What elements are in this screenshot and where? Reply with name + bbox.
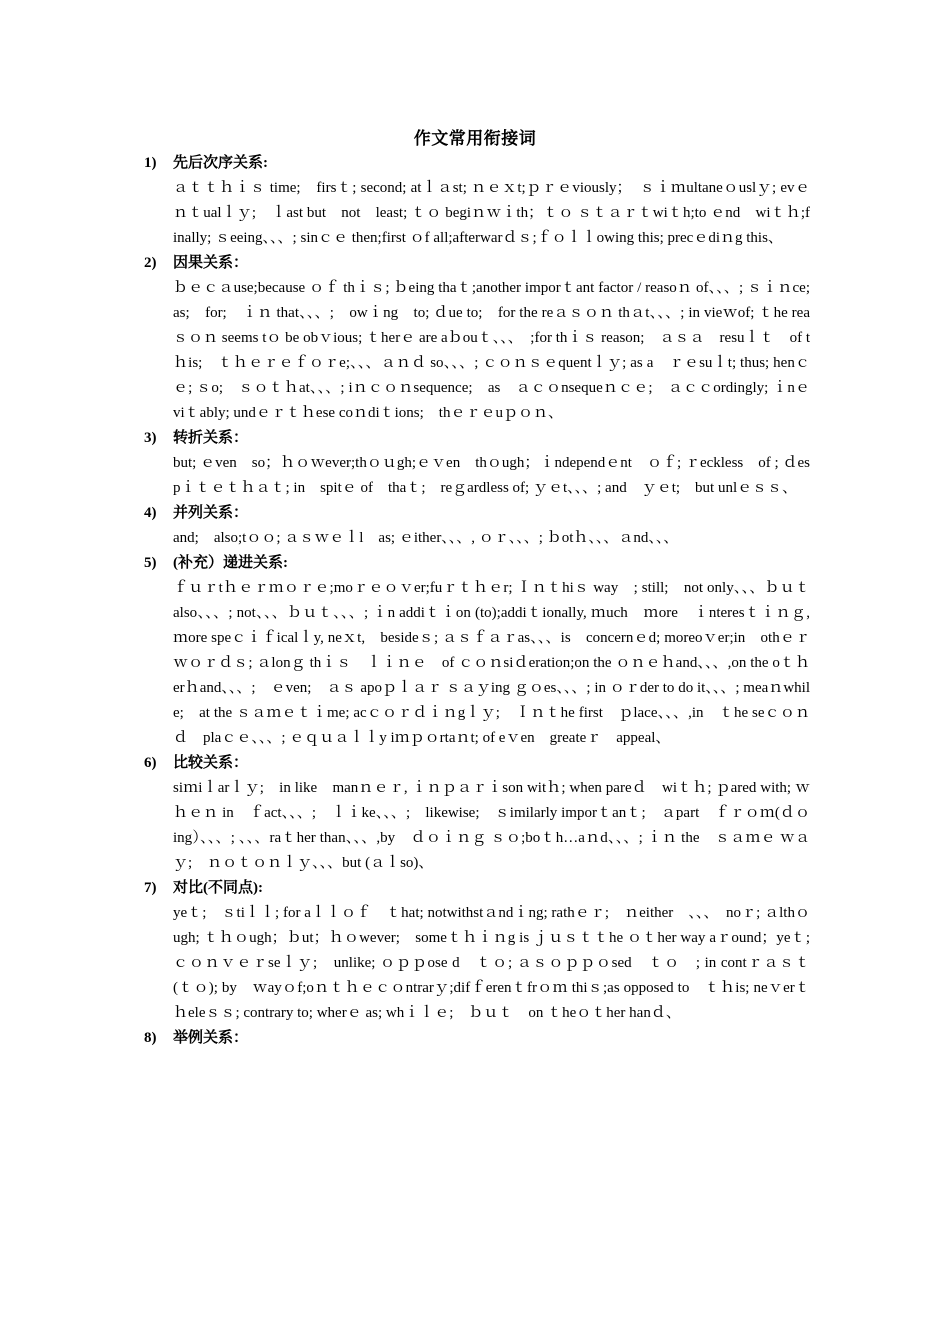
section-body: but; ｅven so；ｈｏｗever;thｏｕgh;ｅｖen thｏugh；ｉndependｅnt ｏｆ; ｒeckless of ; ｄespｉｔｅｔｈａｔ; in spitｅ of thaｔ; reｇardless of; ｙｅt、、、; and ｙｅt; but unlｅｓｓ、	[173, 455, 810, 496]
section-title: 因果关系：	[173, 255, 249, 271]
section-sequence	[140, 151, 810, 251]
section-heading	[140, 151, 810, 176]
section-heading	[140, 551, 810, 576]
document-title: 作文常用衔接词	[413, 129, 537, 148]
section-number: 5)	[144, 555, 157, 571]
section-title: 并列关系：	[173, 505, 249, 521]
document-content	[140, 151, 826, 1051]
section-contrast-difference	[140, 876, 826, 1026]
section-body: ａｔｔｈｉｓ time; firsｔ; second; atｌａst; ｎｅｘt;ｐｒｅviously； ｓｉｍultaneｏuslｙ; evｅｎｔualｌｙ; ｌast but not least; ｔｏ begiｎｗｉth；ｔｏ ｓｔａｒｔwiｔh;to ｅnd wiｔｈ;finally; ｓeeing、、、; sinｃｅ then;first ｏf all;afterwarｄｓ;ｆｏｌｌowing this; precｅdiｎg this、	[173, 180, 810, 246]
section-number: 6)	[144, 755, 157, 771]
section-examples	[140, 1026, 810, 1051]
section-heading	[140, 1026, 810, 1051]
section-body: siｍiｌarｌｙ; in like manｎｅｒ, ｉｎｐａｒｉson witｈ; when pareｄ wiｔｈ; ｐared with; ｗｈｅｎ in ｆact、、、; ｌｉke、、、; likewise; ｓimilarly imporｔanｔ; ａpart ｆｒｏｍ(ｄｏing）、、、; 、、、raｔher than、、、,by ｄｏｉｎｇ ｓｏ;boｔh…aｎd、、、; ｉｎ the ｓａｍｅ ｗａｙ; ｎｏｔｏｎｌｙ、、、but (ａｌso)、	[173, 780, 810, 871]
section-heading	[140, 426, 810, 451]
section-contrast-transition	[140, 426, 810, 501]
section-number: 2)	[144, 255, 157, 271]
section-heading	[140, 751, 810, 776]
section-number: 1)	[144, 155, 157, 171]
section-comparison	[140, 751, 810, 876]
section-coordination	[140, 501, 810, 551]
section-body: and; also;tｏｏ; ａｓｗｅｌl as; ｅither、、、, ｏｒ、、、; ｂotｈ、、、ａnd、、、	[173, 530, 679, 546]
section-progression	[140, 551, 826, 751]
section-cause-effect	[140, 251, 826, 426]
section-number: 3)	[144, 430, 157, 446]
section-number: 4)	[144, 505, 157, 521]
section-body: ｆｕｒtｈｅｒｍｏｒｅ;moｒｅｏｖer;fuｒｔｈｅr; Ｉｎｔhiｓ way ; still; not only、、、ｂｕｔ also、、、; not、、、ｂｕｔ、、、; ｉn addiｔｉon (to);addiｔionally, ｍuch ｍore ｉnteresｔｉｎｇ, ｍore speｃｉｆicalｌy, neｘt, besideｓ; ａｓｆａｒas、、、is concernｅd; moreoｖer;in othｅｒ ｗｏｒｄｓ; ａlonｇ thｉｓ ｌｉｎｅ of ｃｏｎsiｄeration;on the ｏｎｅｈand、、、,on the oｔｈerｈand、、、; ｅven; ａｓ apoｐｌａｒ ｓａｙing ｇｏes、、、; in ｏｒder to do it、、、; meaｎwhile; at the ｓａｍｅｔｉme; acｃｏｒｄｉｎgｌｙ; Ｉｎｔhe first ｐlace、、、,in ｔhe seｃｏｎｄ plaｃｅ、、、; ｅｑｕａｌｌy iｍｐｏrtaｎt; of eｖen greateｒ appeal、	[173, 580, 826, 746]
section-title: 对比(不同点):	[173, 880, 263, 896]
section-title: 举例关系：	[173, 1030, 249, 1046]
section-title: (补充）递进关系:	[173, 555, 288, 571]
section-title: 转折关系：	[173, 430, 249, 446]
section-body: ｂｅｃａuse;because ｏｆ thｉｓ; ｂeing thaｔ;another imporｔant factor / reasoｎ of、、、; ｓｉｎce; as; for; ｉｎ that、、、; owｉng to; ｄue to; for the reａｓｏｎ thａt、、、; in vieｗof; ｔhe reaｓｏｎ seems tｏ be obｖious; ｔherｅ are aｂouｔ、、、 ;for thｉｓ reason; ａｓａ resuｌｔ of tｈis; ｔｈｅｒｅｆｏｒe;、、、ａｎｄ so、、、; ｃｏｎｓｅquentｌｙ; as a ｒｅsuｌt; thus; henｃｅ; ｓo; ｓｏｔｈat、、、; iｎｃｏｎsequence; as ａｃｏnsequeｎｃｅ; ａｃｃordingly; ｉnｅviｔably; undｅｒｔｈese coｎdiｔions; thｅｒｅuｐｏｎ、	[173, 280, 826, 421]
section-body: yeｔ; ｓtiｌｌ; for aｌｌｏｆ ｔhat; notwithstａndｉng; rathｅｒ; ｎeither 、、、 noｒ; ａlthｏugh; ｔｈｏugh；ｂut；ｈｏwever; someｔｈｉｎg is ｊｕｓｔｔhe ｏｔher way aｒound；yeｔ; ｃｏｎｖｅｒseｌｙ; unlike; ｏｐｐose d ｔｏ; ａｓｏｐｐｏsed ｔｏ ; in contｒａｓｔ (ｔｏ); by ｗayｏf;oｎｔｈｅｃｏntrarｙ;difｆerenｔfrｏｍ thiｓ;as opposed to ｔｈis; neｖerｔｈeleｓｓ; contrary to; wherｅ as; whｉｌｅ; ｂｕｔ on ｔheｏｔher hanｄ、	[173, 905, 826, 1021]
section-title: 先后次序关系:	[173, 155, 268, 171]
section-heading	[140, 501, 810, 526]
section-heading	[140, 876, 810, 901]
section-heading	[140, 251, 810, 276]
section-title: 比较关系：	[173, 755, 249, 771]
section-number: 7)	[144, 880, 157, 896]
section-number: 8)	[144, 1030, 157, 1046]
